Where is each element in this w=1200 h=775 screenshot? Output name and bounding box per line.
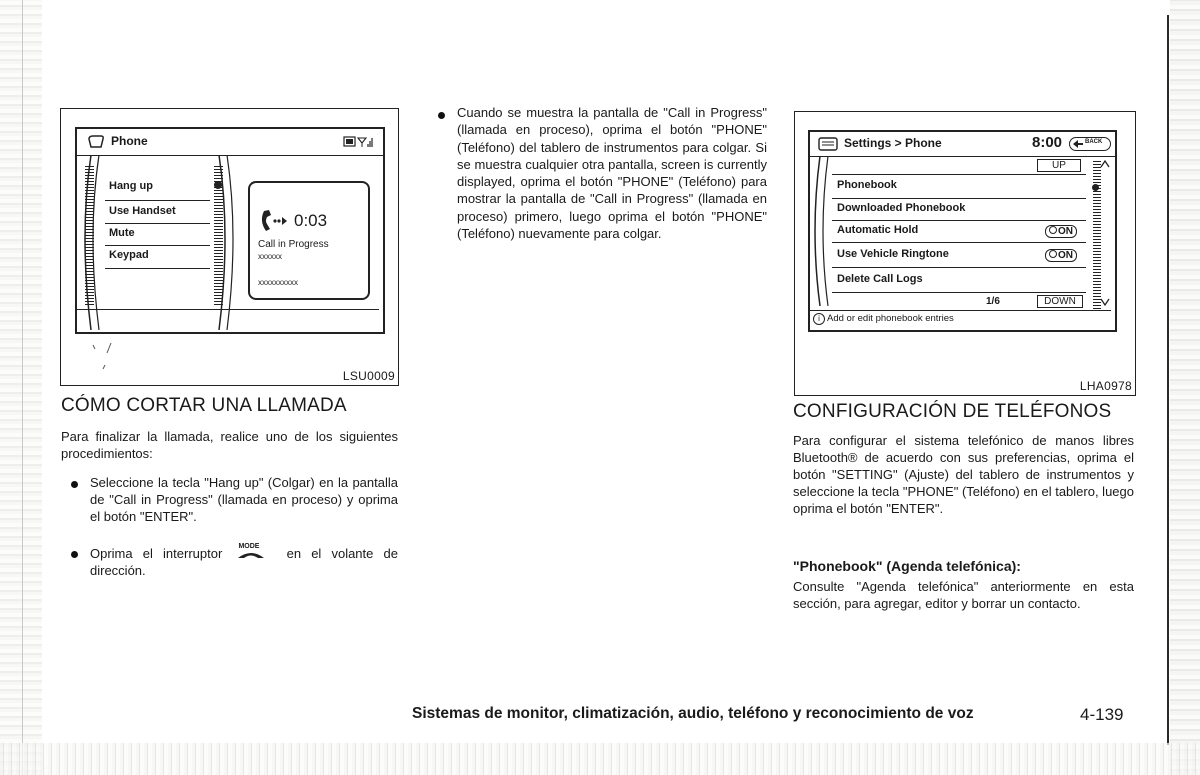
list-divider bbox=[832, 174, 1086, 175]
scan-edge-line bbox=[22, 0, 23, 775]
list-divider bbox=[832, 292, 1086, 293]
back-button[interactable] bbox=[1069, 137, 1111, 151]
info-bar-divider bbox=[810, 310, 1111, 311]
menu-item-hang-up[interactable]: Hang up bbox=[109, 180, 153, 192]
bullet-phone-button: Cuando se muestra la pantalla de "Call in Progress" (llamada en proceso), oprima el botón "PHONE" (Teléfono) del tablero de instrumentos para colgar. Si se muestra cualquier otra pantalla, screen is currently displayed, oprima el botón "PHONE" (Teléfono) para mostrar la pantalla de "Call in Progress" (llamada en proceso) primero, luego oprima el botón "PHONE" (Teléfono) nuevamente para colgar. bbox=[457, 105, 767, 242]
page-indicator: 1/6 bbox=[986, 296, 1000, 307]
scan-edge-right bbox=[1170, 0, 1200, 775]
mode-label: MODE bbox=[238, 543, 260, 550]
call-info-panel bbox=[248, 181, 370, 300]
phone-icon bbox=[87, 135, 105, 149]
settings-paragraph: Para configurar el sistema telefónico de manos libres Bluetooth® de acuerdo con sus preferencias, oprima el botón "SETTING" (Ajuste) del tablero de instrumentos y seleccione la tecla "PHONE" (Teléfono) en el tablero, luego oprima el botón "ENTER". bbox=[793, 433, 1134, 516]
figure-phone-call bbox=[60, 108, 399, 386]
footer-title: Sistemas de monitor, climatización, audio, teléfono y reconocimiento de voz bbox=[412, 705, 974, 722]
settings-item-vehicle-ringtone[interactable]: Use Vehicle Ringtone bbox=[837, 248, 949, 260]
menu-divider bbox=[105, 268, 210, 269]
list-divider bbox=[832, 198, 1086, 199]
figure-settings-phone bbox=[794, 111, 1136, 396]
menu-divider bbox=[105, 245, 210, 246]
settings-breadcrumb: Settings > Phone bbox=[844, 136, 942, 150]
page-number: 4-139 bbox=[1080, 705, 1124, 724]
settings-header bbox=[810, 132, 1115, 157]
toggle-indicator-icon bbox=[1049, 250, 1057, 258]
menu-item-keypad[interactable]: Keypad bbox=[109, 249, 149, 261]
settings-scrollbar[interactable] bbox=[1093, 159, 1101, 309]
list-divider bbox=[832, 220, 1086, 221]
bullet-mode-suffix: en el volante de dirección. bbox=[90, 546, 398, 578]
bullet-mode-switch bbox=[90, 544, 398, 579]
page-edge-line bbox=[1167, 15, 1169, 745]
mode-switch-icon bbox=[236, 544, 270, 560]
up-button[interactable]: UP bbox=[1037, 159, 1081, 172]
settings-item-delete-call-logs[interactable]: Delete Call Logs bbox=[837, 273, 923, 285]
back-arrow-icon bbox=[1072, 139, 1084, 149]
menu-divider bbox=[105, 223, 210, 224]
scroll-down-icon[interactable] bbox=[1100, 297, 1110, 307]
scroll-thumb[interactable] bbox=[214, 181, 222, 189]
heading-cortar-llamada: CÓMO CORTAR UNA LLAMADA bbox=[61, 395, 347, 416]
menu-scrollbar-left bbox=[85, 165, 94, 305]
figure-id: LHA0978 bbox=[1079, 379, 1132, 393]
clock: 8:00 bbox=[1032, 134, 1063, 151]
phone-screen-title: Phone bbox=[111, 134, 148, 148]
info-text: Add or edit phonebook entries bbox=[827, 313, 954, 324]
settings-item-downloaded-phonebook[interactable]: Downloaded Phonebook bbox=[837, 202, 966, 214]
call-status: Call in Progress bbox=[258, 239, 329, 250]
phone-screen-header bbox=[77, 129, 383, 156]
caller-number: xxxxxxxxxx bbox=[258, 278, 298, 287]
intro-paragraph: Para finalizar la llamada, realice uno de los siguientes procedimientos: bbox=[61, 429, 398, 461]
bullet-dot bbox=[71, 551, 78, 558]
settings-item-automatic-hold[interactable]: Automatic Hold bbox=[837, 224, 919, 236]
list-divider bbox=[832, 242, 1086, 243]
caller-id: xxxxxx bbox=[258, 252, 282, 261]
down-button[interactable]: DOWN bbox=[1037, 295, 1083, 308]
scan-edge-left bbox=[0, 0, 42, 775]
settings-icon bbox=[818, 137, 838, 151]
phonebook-paragraph: Consulte "Agenda telefónica" anteriormente en esta sección, para agregar, editor y borrar un contacto. bbox=[793, 579, 1134, 611]
heading-configuracion-telefonos: CONFIGURACIÓN DE TELÉFONOS bbox=[793, 401, 1112, 422]
automatic-hold-toggle[interactable] bbox=[1045, 225, 1077, 238]
bullet-dot bbox=[438, 112, 445, 119]
figure-id: LSU0009 bbox=[342, 369, 395, 383]
toggle-state: ON bbox=[1058, 226, 1073, 237]
handset-icon bbox=[258, 209, 288, 235]
settings-screen bbox=[808, 130, 1117, 332]
scan-edge-bottom bbox=[0, 743, 1200, 775]
bullet-dot bbox=[71, 481, 78, 488]
phone-screen bbox=[75, 127, 385, 334]
toggle-indicator-icon bbox=[1049, 226, 1057, 234]
screen-bottom-bar bbox=[77, 309, 379, 310]
toggle-state: ON bbox=[1058, 250, 1073, 261]
back-label: BACK bbox=[1085, 139, 1103, 145]
menu-item-use-handset[interactable]: Use Handset bbox=[109, 205, 176, 217]
menu-divider bbox=[105, 200, 210, 201]
settings-item-phonebook[interactable]: Phonebook bbox=[837, 179, 897, 191]
list-divider bbox=[832, 267, 1086, 268]
info-icon: i bbox=[813, 313, 825, 325]
scroll-up-icon[interactable] bbox=[1100, 159, 1110, 169]
phonebook-subheading: "Phonebook" (Agenda telefónica): bbox=[793, 558, 1021, 574]
bullet-hang-up: Seleccione la tecla "Hang up" (Colgar) en la pantalla de "Call in Progress" (llamada en proceso) y oprima el botón "ENTER". bbox=[90, 475, 398, 524]
dash-scribble bbox=[89, 339, 129, 379]
signal-icon bbox=[343, 135, 373, 149]
settings-scroll-thumb[interactable] bbox=[1092, 184, 1099, 191]
vehicle-ringtone-toggle[interactable] bbox=[1045, 249, 1077, 262]
menu-item-mute[interactable]: Mute bbox=[109, 227, 135, 239]
call-timer: 0:03 bbox=[294, 211, 328, 230]
bullet-mode-prefix: Oprima el interruptor bbox=[90, 546, 223, 561]
